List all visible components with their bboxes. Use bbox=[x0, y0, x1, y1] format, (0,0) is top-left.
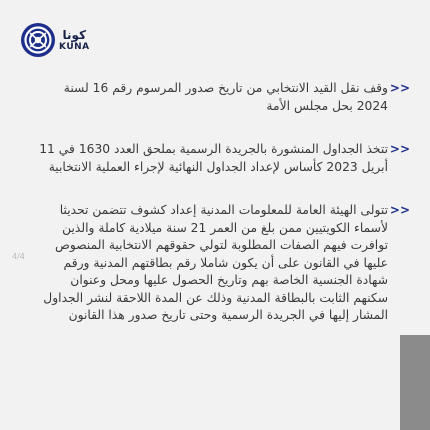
double-chevron-icon: << bbox=[389, 203, 410, 217]
bullet-item bbox=[36, 202, 410, 325]
bullet-item bbox=[36, 80, 410, 115]
logo-wordmark bbox=[59, 29, 90, 52]
bullet-item bbox=[36, 141, 410, 176]
bullet-text: تتولى الهيئة العامة للمعلومات المدنية إعداد كشوف تتضمن تحديثا لأسماء الكويتيين ممن بلغ من العمر 21 سنة ميلادية كاملة والذين توافرت فيهم الصفات المطلوبة لتولي حقوقهم الانتخابية المنصوص عليها في القانون على أن يكون شاملا رقم بطاقتهم المدنية ورقم شهادة الجنسية الخاصة بهم وتاريخ الحصول عليها ومحل وعنوان سكنهم الثابت بالبطاقة المدنية وذلك عن المدة اللاحقة لنشر الجداول المشار إليها في الجريدة الرسمية وحتى تاريخ صدور هذا القانون bbox=[43, 203, 388, 322]
page-number: 4/4 bbox=[12, 252, 25, 261]
bullet-text: وقف نقل القيد الانتخابي من تاريخ صدور المرسوم رقم 16 لسنة 2024 بحل مجلس الأمة bbox=[63, 81, 388, 113]
double-chevron-icon: << bbox=[389, 81, 410, 95]
kuna-logo bbox=[20, 22, 90, 58]
corner-decoration bbox=[400, 335, 430, 430]
double-chevron-icon: << bbox=[389, 142, 410, 156]
bullet-text: تتخذ الجداول المنشورة بالجريدة الرسمية بملحق العدد 1630 في 11 أبريل 2023 كأساس لإعداد الجداول النهائية لإجراء العملية الانتخابية bbox=[39, 142, 388, 174]
bullet-list bbox=[36, 80, 410, 325]
logo-english-text: KUNA bbox=[59, 41, 90, 52]
kuna-emblem-icon bbox=[20, 22, 56, 58]
logo-arabic-text: كونا bbox=[62, 27, 87, 42]
